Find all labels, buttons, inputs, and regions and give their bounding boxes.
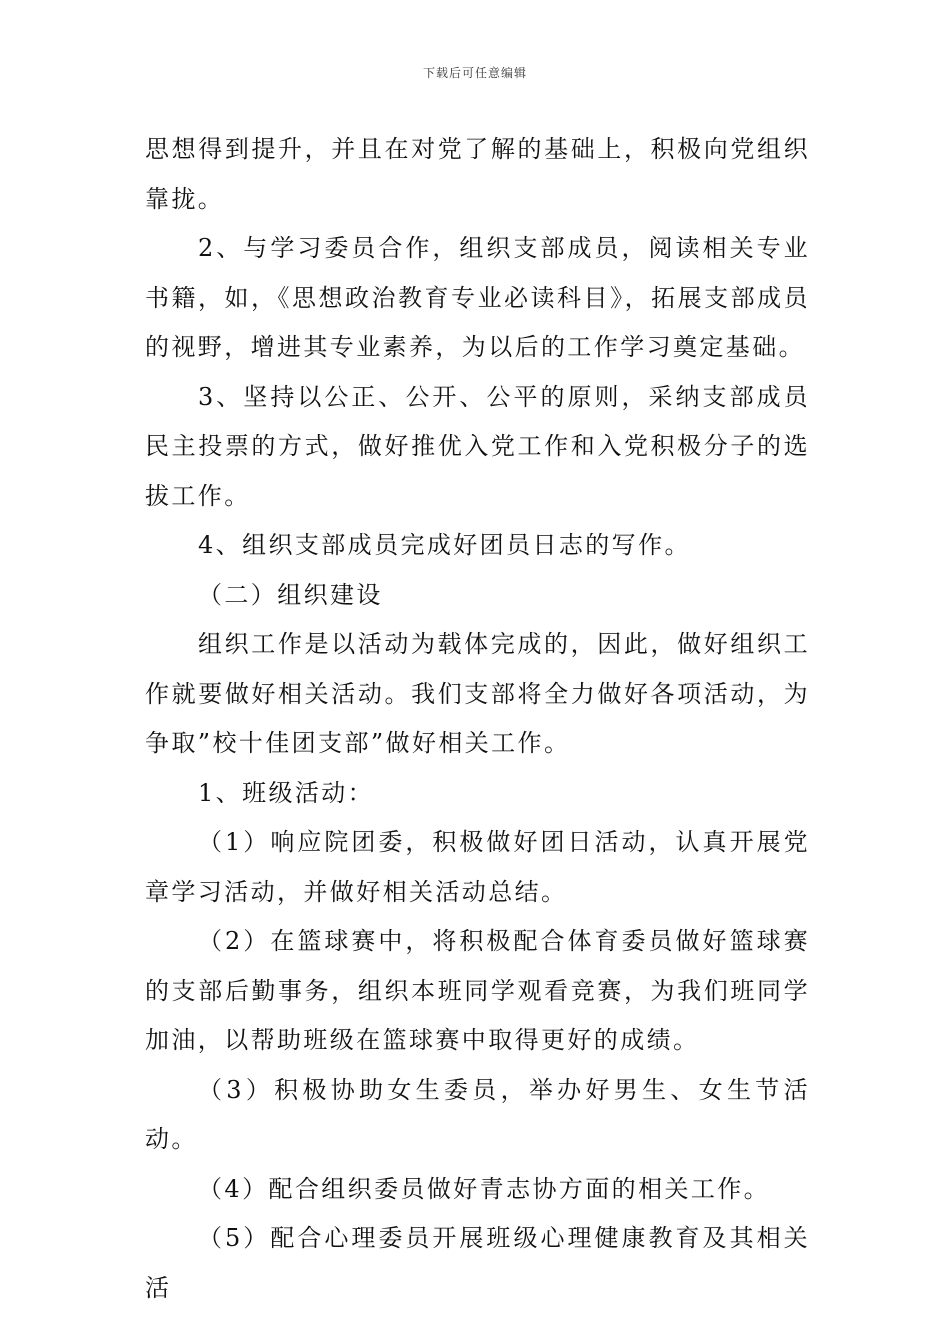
list-item-4: （4）配合组织委员做好青志协方面的相关工作。: [198, 1174, 771, 1203]
section-heading: （二）组织建设: [198, 580, 383, 609]
paragraph-3: 3、坚持以公正、公开、公平的原则，采纳支部成员民主投票的方式，做好推优入党工作和入党积极分子的选拔工作。: [145, 382, 810, 510]
subheading-class-activities: 1、班级活动：: [198, 778, 375, 807]
paragraph-1: 思想得到提升，并且在对党了解的基础上，积极向党组织靠拢。: [145, 135, 810, 213]
paragraph-2: 2、与学习委员合作，组织支部成员，阅读相关专业书籍，如，《思想政治教育专业必读科目》，拓展支部成员的视野，增进其专业素养，为以后的工作学习奠定基础。: [145, 234, 810, 361]
list-item-2: （2）在篮球赛中，将积极配合体育委员做好篮球赛的支部后勤事务，组织本班同学观看竞赛，为我们班同学加油，以帮助班级在篮球赛中取得更好的成绩。: [145, 927, 810, 1054]
paragraph-5: 组织工作是以活动为载体完成的，因此，做好组织工作就要做好相关活动。我们支部将全力做好各项活动，为争取”校十佳团支部”做好相关工作。: [145, 630, 810, 757]
page-header: 下载后可任意编辑: [422, 66, 527, 80]
paragraph-4: 4、组织支部成员完成好团员日志的写作。: [198, 531, 691, 559]
document-body: [145, 125, 810, 1313]
list-item-1: （1）响应院团委，积极做好团日活动，认真开展党章学习活动，并做好相关活动总结。: [145, 828, 810, 906]
list-item-5: （5）配合心理委员开展班级心理健康教育及其相关活: [145, 1224, 810, 1302]
list-item-3: （3）积极协助女生委员，举办好男生、女生节活动。: [145, 1075, 810, 1153]
